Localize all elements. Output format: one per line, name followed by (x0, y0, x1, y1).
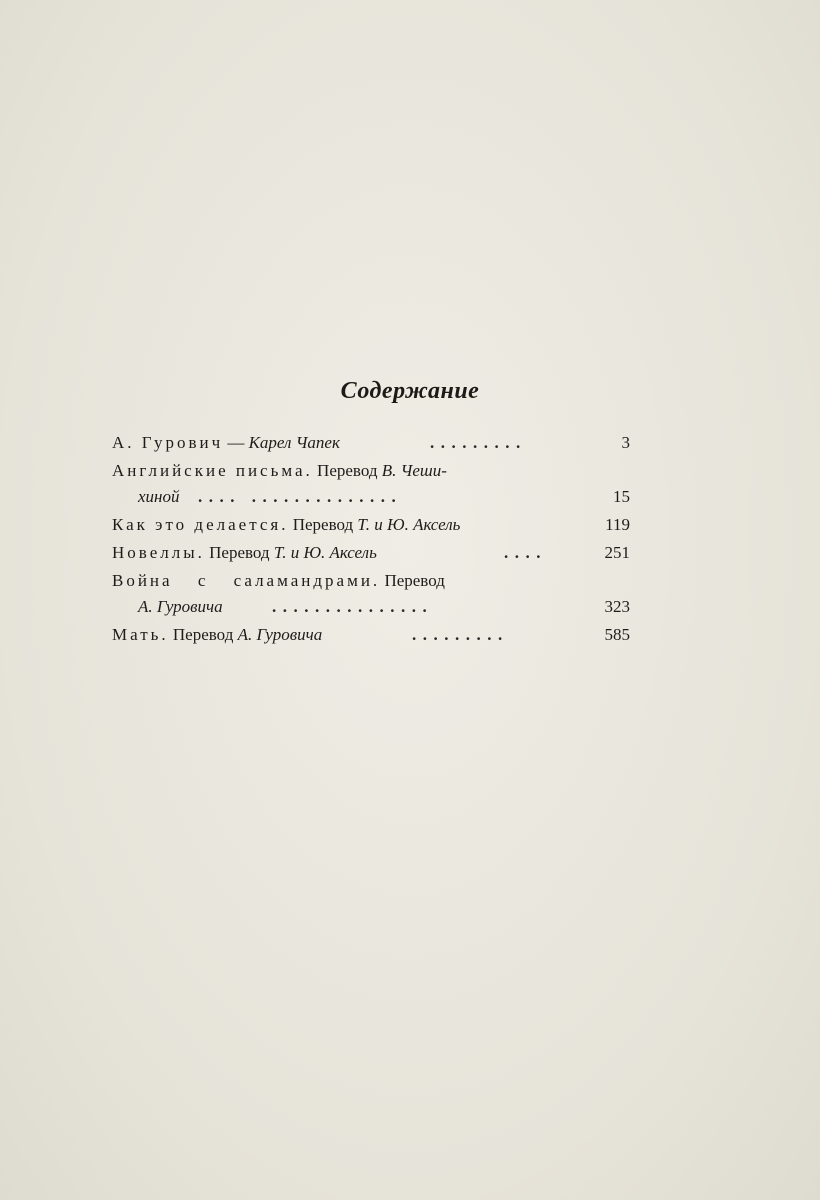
translator-label: Перевод (172, 625, 234, 644)
leader-dots: .... .............. (198, 487, 403, 506)
toc-entry (112, 622, 630, 648)
page-number: 3 (621, 433, 630, 452)
translator-label: Перевод (209, 543, 270, 562)
entry-title: Английские письма. (112, 461, 313, 480)
entry-translator: В. Чеши- (381, 461, 447, 480)
entry-translator: Т. и Ю. Аксель (357, 515, 461, 534)
toc-entry-text (112, 622, 322, 648)
toc-entry-text (112, 568, 445, 594)
leader-dots: .... (504, 543, 547, 562)
entry-dash: — (227, 433, 245, 452)
table-of-contents (112, 430, 630, 648)
entry-title: Война с саламандрами. (112, 571, 381, 590)
page-number: 323 (604, 597, 630, 616)
entry-translator: А. Гуровича (237, 625, 323, 644)
leader-dots: ......... (430, 433, 527, 452)
page-number: 15 (613, 487, 630, 506)
toc-entry (112, 568, 630, 594)
entry-translator: А. Гуровича (138, 597, 223, 616)
entry-title: Мать. (112, 625, 169, 644)
entry-translator: Т. и Ю. Аксель (273, 543, 377, 562)
leader-dots: ............... (272, 597, 434, 616)
toc-entry-text (112, 458, 447, 484)
toc-entry-text (112, 430, 340, 456)
toc-entry-continuation (112, 484, 630, 510)
entry-translator-cont: хиной (138, 487, 180, 506)
toc-heading: Содержание (340, 378, 480, 404)
entry-title: Карел Чапек (248, 433, 340, 452)
toc-entry (112, 540, 630, 566)
toc-entry-text (112, 512, 460, 538)
page-number: 251 (604, 543, 630, 562)
toc-entry (112, 512, 630, 538)
toc-entry (112, 430, 630, 456)
translator-label: Перевод (317, 461, 378, 480)
entry-title: Как это делается. (112, 515, 289, 534)
toc-entry-continuation (112, 594, 630, 620)
leader-dots: ......... (412, 625, 509, 644)
page-number: 119 (605, 515, 630, 534)
entry-author: А. Гурович (112, 433, 224, 452)
page-number: 585 (604, 625, 630, 644)
toc-entry (112, 458, 630, 484)
toc-entry-text (112, 540, 377, 566)
entry-title: Новеллы. (112, 543, 205, 562)
translator-label: Перевод (292, 515, 354, 534)
translator-label: Перевод (384, 571, 445, 590)
